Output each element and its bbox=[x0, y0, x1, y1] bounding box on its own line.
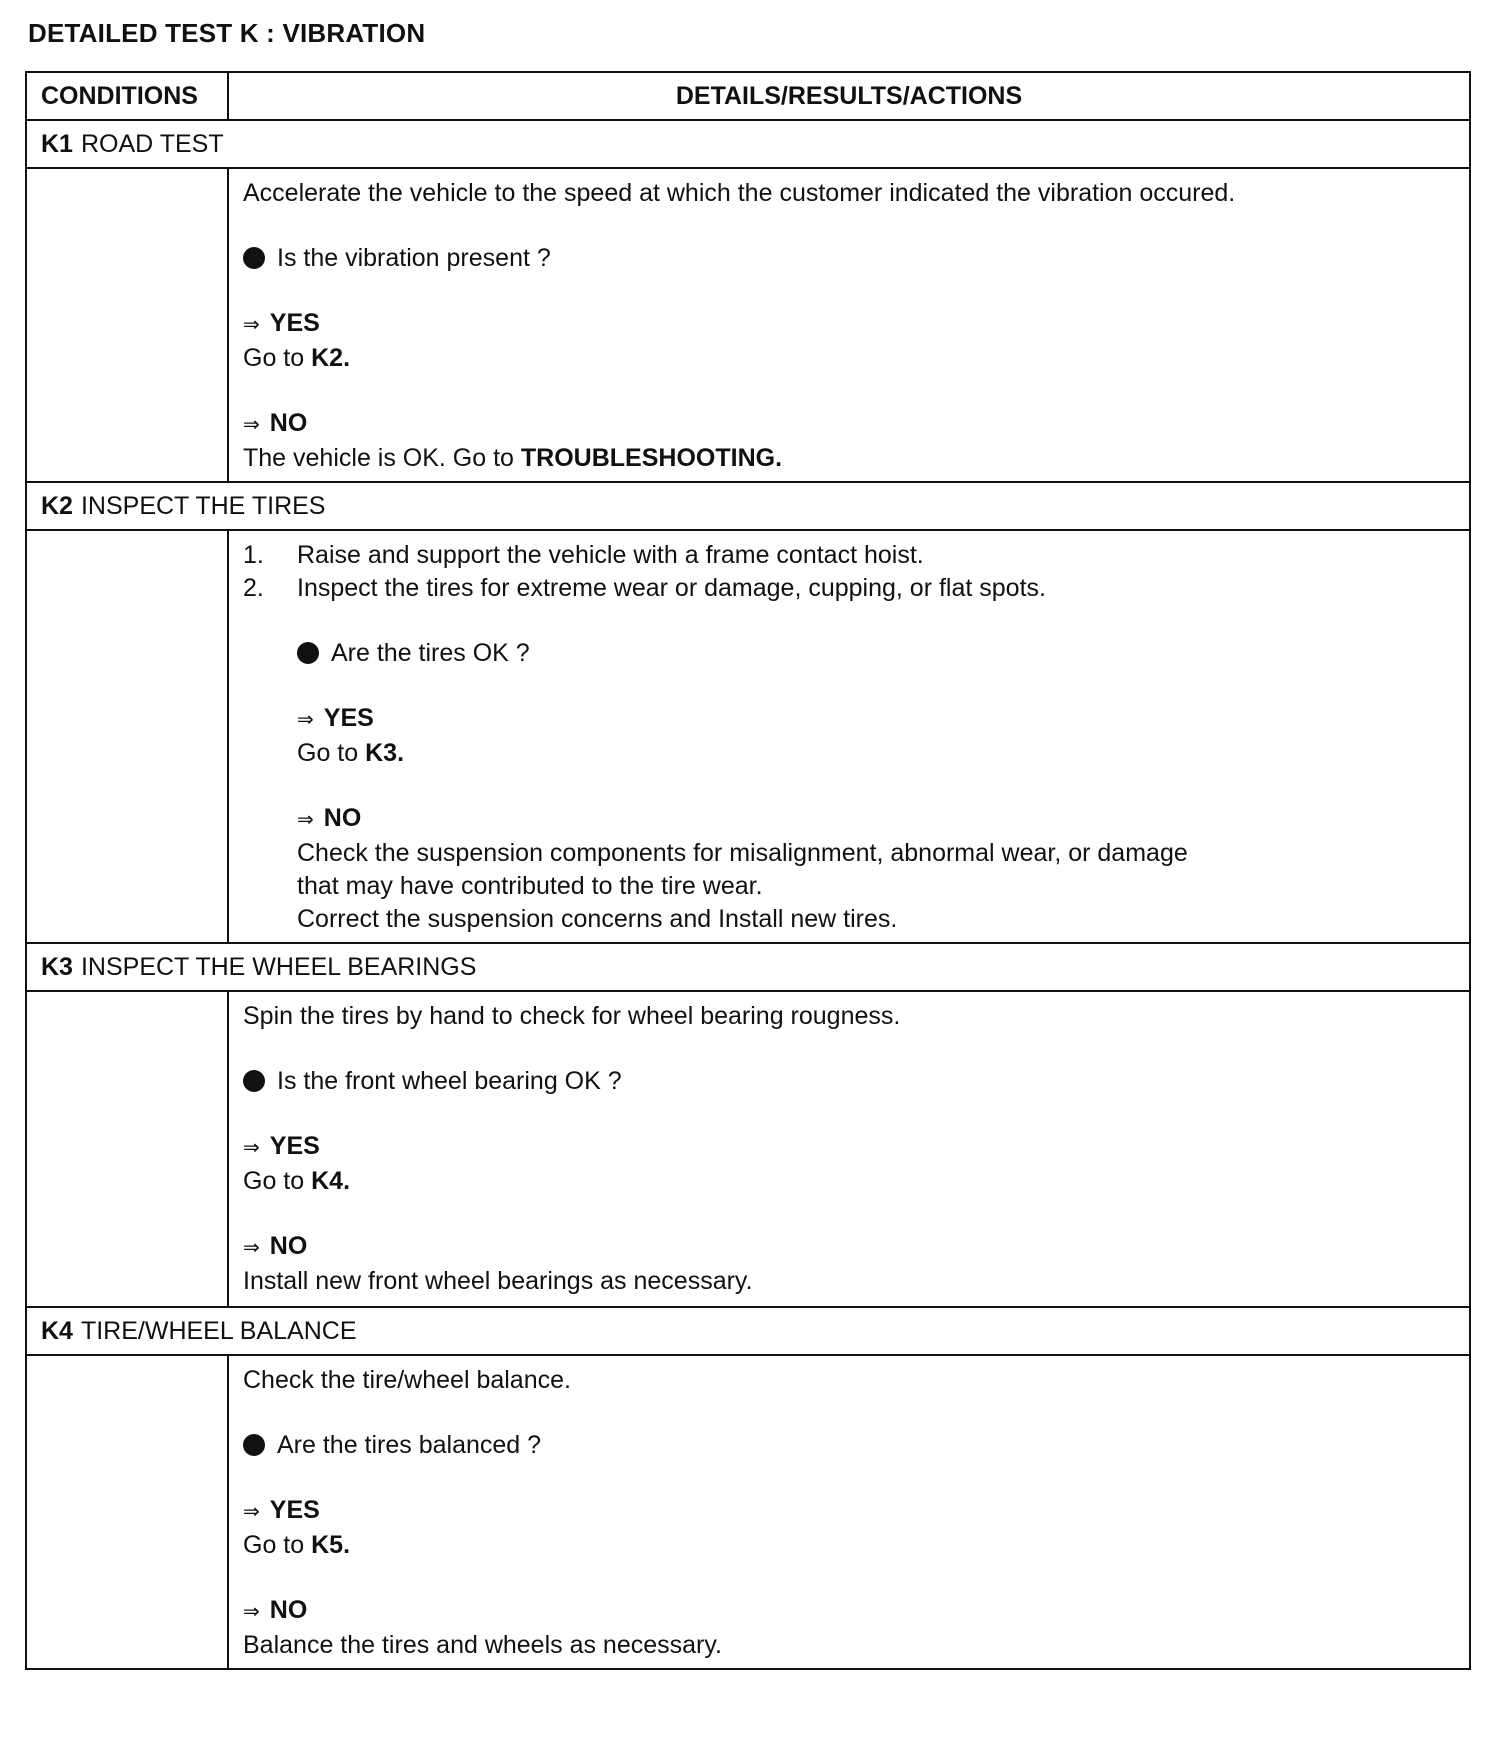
step-heading-k1 bbox=[26, 120, 1470, 168]
no-line bbox=[297, 802, 1455, 837]
no-action: The vehicle is OK. Go to TROUBLESHOOTING. bbox=[243, 444, 783, 472]
list-item: 2. Inspect the tires for extreme wear or damage, cupping, or flat spots. bbox=[243, 574, 1046, 602]
step-id: K3 bbox=[41, 952, 73, 981]
no-line bbox=[243, 1230, 1455, 1265]
page-title: DETAILED TEST K : VIBRATION bbox=[28, 18, 426, 48]
question-text: Are the tires OK ? bbox=[331, 639, 530, 667]
no-label: NO bbox=[269, 409, 308, 437]
conditions-header: CONDITIONS bbox=[26, 72, 228, 120]
question-line bbox=[243, 1429, 1455, 1462]
step-heading: INSPECT THE WHEEL BEARINGS bbox=[80, 952, 477, 981]
details-header: DETAILS/RESULTS/ACTIONS bbox=[228, 72, 1470, 120]
details-cell bbox=[228, 530, 1470, 943]
yes-action: Go to K4. bbox=[243, 1167, 351, 1195]
arrow-icon: ⇒ bbox=[243, 414, 260, 436]
procedure-list bbox=[243, 539, 1455, 605]
details-cell bbox=[228, 991, 1470, 1307]
header-row bbox=[26, 72, 1470, 120]
no-action-line: Check the suspension components for misalignment, abnormal wear, or damage bbox=[297, 839, 1188, 867]
step-instruction: Check the tire/wheel balance. bbox=[243, 1366, 571, 1394]
step-body-k4 bbox=[26, 1355, 1470, 1669]
condition-cell bbox=[26, 991, 228, 1307]
yes-action: Go to K3. bbox=[297, 739, 405, 767]
arrow-icon: ⇒ bbox=[297, 709, 314, 731]
yes-label: YES bbox=[269, 1132, 320, 1160]
question-line bbox=[243, 242, 1455, 275]
details-cell bbox=[228, 1355, 1470, 1669]
arrow-icon: ⇒ bbox=[243, 1501, 260, 1523]
step-instruction: Accelerate the vehicle to the speed at which the customer indicated the vibration occured. bbox=[243, 179, 1236, 207]
question-line bbox=[243, 1065, 1455, 1098]
arrow-icon: ⇒ bbox=[243, 1237, 260, 1259]
step-heading: INSPECT THE TIRES bbox=[80, 491, 326, 520]
details-cell bbox=[228, 168, 1470, 482]
bullet-icon bbox=[243, 1070, 265, 1092]
no-label: NO bbox=[323, 804, 362, 832]
step-heading: TIRE/WHEEL BALANCE bbox=[80, 1316, 357, 1345]
step-body-k1 bbox=[26, 168, 1470, 482]
question-text: Is the vibration present ? bbox=[277, 244, 551, 272]
step-heading-k2 bbox=[26, 482, 1470, 530]
step-heading-k4 bbox=[26, 1307, 1470, 1355]
step-body-k3 bbox=[26, 991, 1470, 1307]
yes-action: Go to K2. bbox=[243, 344, 351, 372]
bullet-icon bbox=[243, 247, 265, 269]
question-line bbox=[297, 637, 1455, 670]
question-text: Are the tires balanced ? bbox=[277, 1431, 542, 1459]
step-reference: K5. bbox=[311, 1531, 351, 1559]
arrow-icon: ⇒ bbox=[297, 809, 314, 831]
step-id: K2 bbox=[41, 491, 73, 520]
yes-line bbox=[297, 702, 1455, 737]
question-text: Is the front wheel bearing OK ? bbox=[277, 1067, 622, 1095]
step-instruction: Spin the tires by hand to check for wheel bearing rougness. bbox=[243, 1002, 901, 1030]
list-item: 1. Raise and support the vehicle with a frame contact hoist. bbox=[243, 541, 924, 569]
bullet-icon bbox=[297, 642, 319, 664]
no-line bbox=[243, 1594, 1455, 1629]
no-action: Balance the tires and wheels as necessary. bbox=[243, 1631, 722, 1659]
step-reference: K3. bbox=[365, 739, 405, 767]
yes-line bbox=[243, 1494, 1455, 1529]
arrow-icon: ⇒ bbox=[243, 1137, 260, 1159]
no-action: Install new front wheel bearings as necessary. bbox=[243, 1267, 753, 1295]
arrow-icon: ⇒ bbox=[243, 1601, 260, 1623]
step-reference: K4. bbox=[311, 1167, 351, 1195]
no-action-line: that may have contributed to the tire wear. bbox=[297, 872, 763, 900]
no-action-line: Correct the suspension concerns and Install new tires. bbox=[297, 905, 898, 933]
yes-label: YES bbox=[269, 309, 320, 337]
no-label: NO bbox=[269, 1232, 308, 1260]
bullet-icon bbox=[243, 1434, 265, 1456]
no-line bbox=[243, 407, 1455, 442]
condition-cell bbox=[26, 530, 228, 943]
step-heading-k3 bbox=[26, 943, 1470, 991]
yes-label: YES bbox=[269, 1496, 320, 1524]
no-label: NO bbox=[269, 1596, 308, 1624]
yes-line bbox=[243, 1130, 1455, 1165]
step-id: K4 bbox=[41, 1316, 73, 1345]
condition-cell bbox=[26, 168, 228, 482]
condition-cell bbox=[26, 1355, 228, 1669]
diagnostic-table bbox=[25, 71, 1471, 1670]
yes-line bbox=[243, 307, 1455, 342]
step-reference: K2. bbox=[311, 344, 351, 372]
yes-label: YES bbox=[323, 704, 374, 732]
step-body-k2 bbox=[26, 530, 1470, 943]
step-id: K1 bbox=[41, 129, 73, 158]
step-reference: TROUBLESHOOTING. bbox=[520, 444, 783, 472]
arrow-icon: ⇒ bbox=[243, 314, 260, 336]
step-heading: ROAD TEST bbox=[80, 129, 224, 158]
yes-action: Go to K5. bbox=[243, 1531, 351, 1559]
